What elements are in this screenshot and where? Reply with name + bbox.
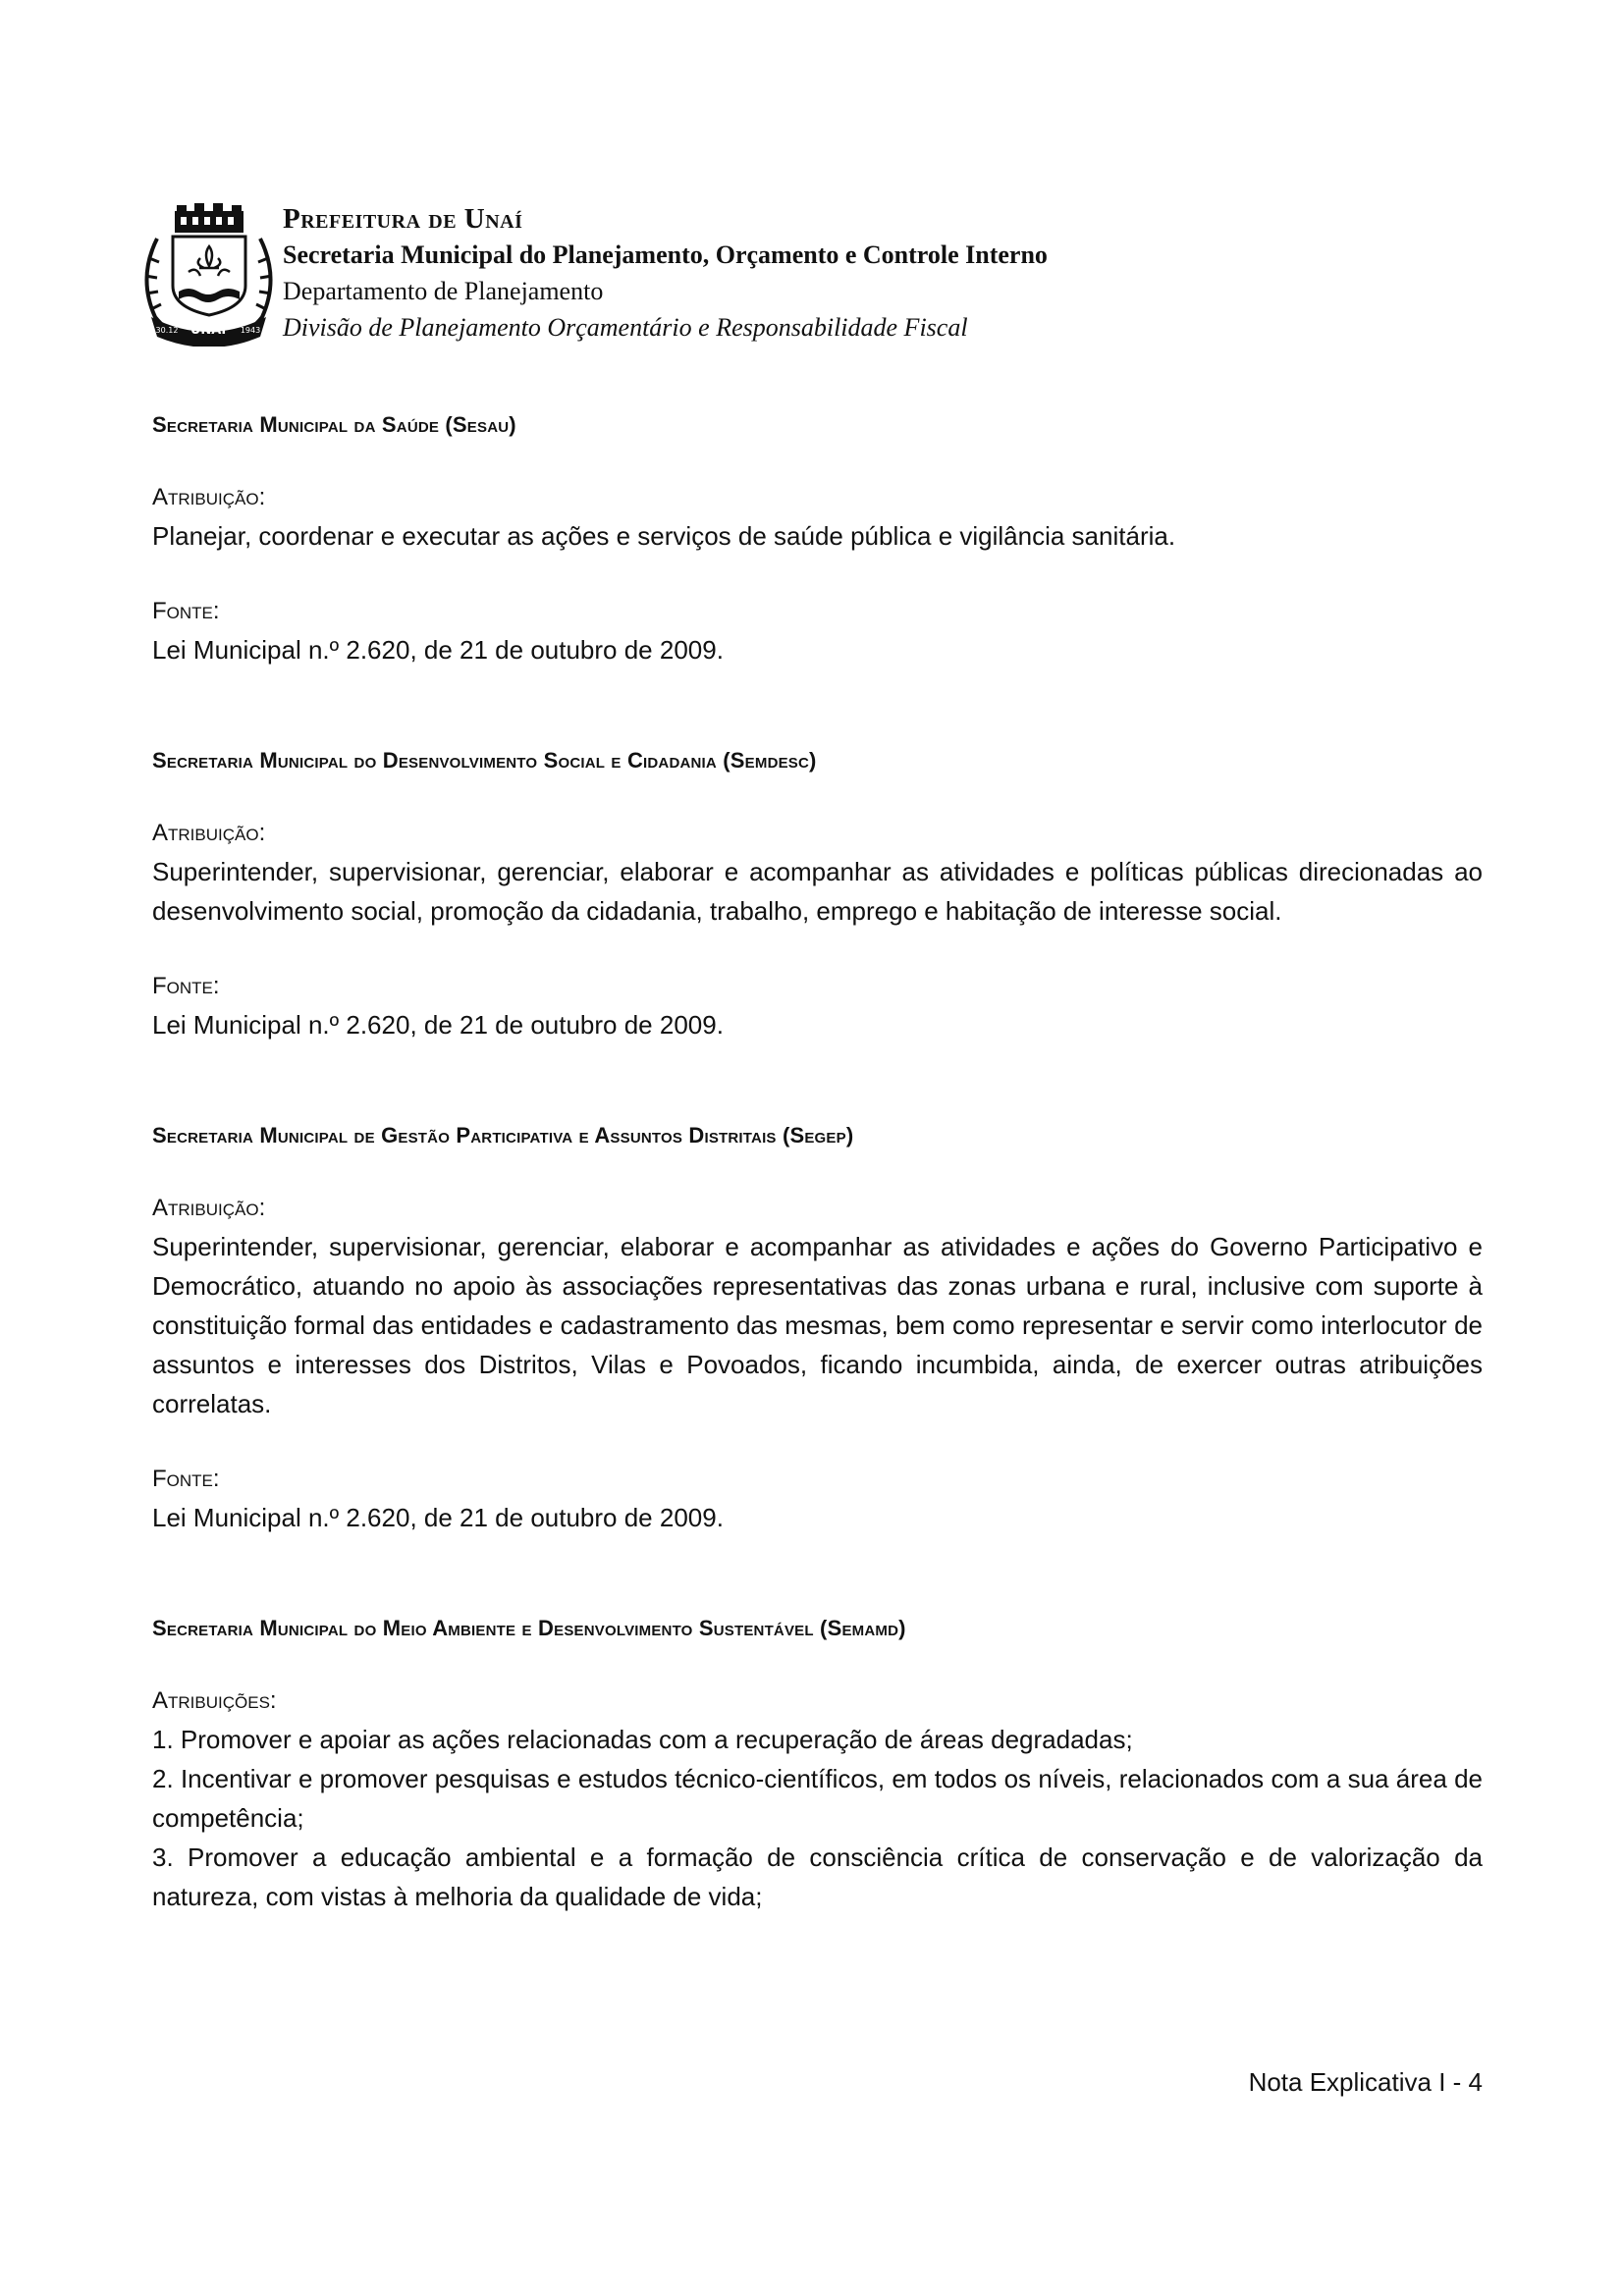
letterhead [137,199,1217,347]
municipal-coat-of-arms-icon [137,199,280,347]
source-text: Lei Municipal n.º 2.620, de 21 de outubro de 2009. [152,635,724,665]
list-item: 3. Promover a educação ambiental e a formação de consciência crítica de conservação e de valorização da natureza, com vistas à melhoria da qualidade de vida; [152,1842,1483,1911]
section-segep [152,1121,1483,1537]
section-semamd [152,1614,1483,1916]
source-label: Fonte: [152,1466,220,1492]
attribution-label: Atribuição: [152,820,266,846]
section-heading: Secretaria Municipal do Desenvolvimento Social e Cidadania (Semdesc) [152,748,817,773]
department-name: Departamento de Planejamento [283,277,604,305]
organization-name: Prefeitura de Unaí [283,203,523,235]
list-item: 1. Promover e apoiar as ações relacionadas com a recuperação de áreas degradadas; [152,1725,1133,1754]
division-name: Divisão de Planejamento Orçamentário e Responsabilidade Fiscal [283,313,968,342]
section-sesau [152,410,1483,669]
section-heading: Secretaria Municipal de Gestão Participativa e Assuntos Distritais (Segep) [152,1123,854,1148]
section-semdesc [152,746,1483,1044]
section-heading: Secretaria Municipal do Meio Ambiente e Desenvolvimento Sustentável (Semamd) [152,1616,906,1640]
source-label: Fonte: [152,973,220,999]
attribution-text: Superintender, supervisionar, gerenciar, elaborar e acompanhar as atividades e ações do Governo Participativo e Democrático, atuando no apoio às associações representativas das zonas urbana e rural, inclusive com suporte à constituição formal das entidades e cadastramento das mesmas, bem como representar e servir como interlocutor de assuntos e interesses dos Distritos, Vilas e Povoados, ficando incumbida, ainda, de exercer outras atribuições correlatas. [152,1232,1483,1418]
attribution-label: Atribuição: [152,484,266,510]
attributions-list [152,1720,1483,1916]
page-footer: Nota Explicativa I - 4 [1248,2067,1483,2097]
source-label: Fonte: [152,598,220,624]
letterhead-text [283,199,1048,347]
attribution-text: Superintender, supervisionar, gerenciar, elaborar e acompanhar as atividades e políticas públicas direcionadas ao desenvolvimento social, promoção da cidadania, trabalho, emprego e habitação de interesse social. [152,857,1483,926]
attributions-label: Atribuições: [152,1687,277,1714]
source-text: Lei Municipal n.º 2.620, de 21 de outubro de 2009. [152,1010,724,1040]
attribution-label: Atribuição: [152,1195,266,1221]
source-text: Lei Municipal n.º 2.620, de 21 de outubro de 2009. [152,1503,724,1532]
section-heading: Secretaria Municipal da Saúde (Sesau) [152,412,516,437]
secretariat-name: Secretaria Municipal do Planejamento, Orçamento e Controle Interno [283,240,1048,269]
crest-left-date: 30.12 [155,326,179,335]
document-body [152,410,1483,1993]
list-item: 2. Incentivar e promover pesquisas e estudos técnico-científicos, em todos os níveis, relacionados com a sua área de competência; [152,1764,1483,1833]
crest-right-year: 1943 [240,326,261,335]
crest-banner-text: UNAÍ [189,323,227,338]
attribution-text: Planejar, coordenar e executar as ações e serviços de saúde pública e vigilância sanitária. [152,521,1176,551]
